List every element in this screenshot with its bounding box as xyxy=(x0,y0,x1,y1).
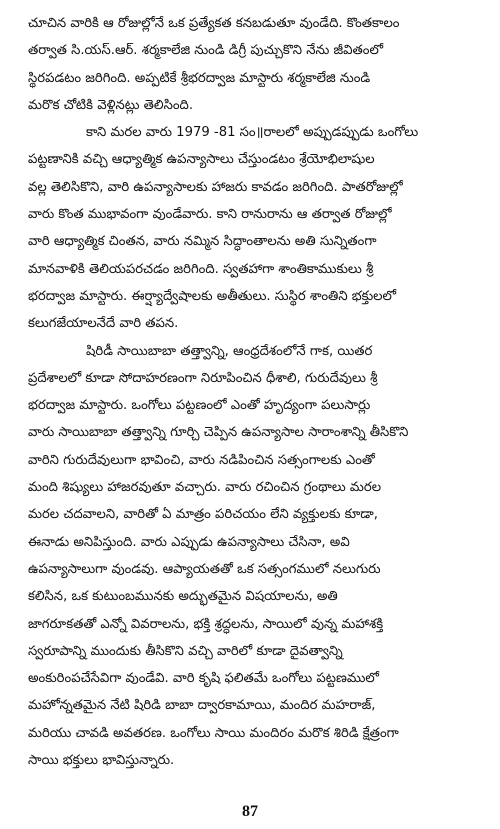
text-line: భరద్వాజ మాస్టారు. ఈర్ష్యాద్వేషాలకు అతీతులు. సుస్థిర శాంతిని భక్తులలో xyxy=(28,288,397,304)
text-line: వల్ల తెలిసికొని, వారి ఉపన్యాసాలకు హాజరు కావడం జరిగింది. పాతరోజుల్లో xyxy=(28,179,403,195)
text-line: కలుగజేయాలనేదే వారి తపన. xyxy=(28,316,179,332)
text-line: ప్రదేశాలలో కూడా సోదాహరణంగా నిరూపించిన ధీశాలి, గురుదేవులు శ్రీ xyxy=(28,370,378,386)
text-line: మంది శిష్యులు హాజరవుతూ వచ్చారు. వారు రచించిన గ్రంథాలు మరల xyxy=(28,480,382,496)
text-line: వారి ఆధ్యాత్మిక చింతన, వారు నమ్మిన సిద్ధాంతాలను అతి సున్నితంగా xyxy=(28,234,377,250)
text-line: జాగరూకతతో ఎన్నో వివరాలను, భక్తి శ్రద్ధలను, సాయిలో వున్న మహాశక్తి xyxy=(28,616,384,632)
text-line: వారిని గురుదేవులుగా భావించి, వారు నడిపించిన సత్సంగాలకు ఎంతో xyxy=(28,452,375,468)
body-text xyxy=(28,10,490,774)
paragraph-3 xyxy=(28,338,490,775)
text-line: స్వరూపాన్ని ముందుకు తీసికొని వచ్చి వారిలో కూడా దైవత్వాన్ని xyxy=(28,643,343,659)
paragraph-2 xyxy=(28,119,490,337)
text-line: కాని మరల వారు 1979 -81 సం॥రాలలో అప్పుడప్పుడు ఒంగోలు xyxy=(86,125,419,141)
text-line: అంకురింపచేసేవిగా వుండేవి. వారి కృషి ఫలితమే ఒంగోలు పట్టణములో xyxy=(28,671,379,687)
text-line: మానవాళికి తెలియపరచడం జరిగింది. స్వతహాగా శాంతికాముకులు శ్రీ xyxy=(28,261,374,277)
text-line: తర్వాత సి.యస్.ఆర్. శర్మకాలేజి నుండి డిగ్రీ పుచ్చుకొని నేను జీవితంలో xyxy=(28,43,384,59)
text-line: భరద్వాజ మాస్టారు. ఒంగోలు పట్టణంలో ఎంతో హృద్యంగా పలుసార్లు xyxy=(28,398,371,414)
text-line: మరల చదవాలని, వారితో ఏ మాత్రం పరిచయం లేని వ్యక్తులకు కూడా, xyxy=(28,507,378,523)
text-line: వారు కొంత ముభావంగా వుండేవారు. కాని రానురాను ఆ తర్వాత రోజుల్లో xyxy=(28,207,392,223)
text-line: స్థిరపడటం జరిగింది. అప్పటికే శ్రీభరద్వాజ మాస్టారు శర్మకాలేజి నుండి xyxy=(28,70,371,86)
text-line: చూచిన వారికి ఆ రోజుల్లోనే ఒక ప్రత్యేకత కనబడుతూ వుండేది. కొంతకాలం xyxy=(28,16,400,31)
text-line: మరియు చావడి అవతరణ. ఒంగోలు సాయి మందిరం మరొక శిరిడి క్షేత్రంగా xyxy=(28,725,399,741)
text-line: మహోన్నతమైన నేటి షిరిడి బాబా ద్వారకామాయి, మందిర మహరాజ్, xyxy=(28,698,376,714)
text-line: మరొక చోటికి వెళ్లినట్లు తెలిసింది. xyxy=(28,97,194,113)
text-line: కలిసిన, ఒక కుటుంబమునకు అద్భుతమైన విషయాలను, అతి xyxy=(28,589,338,605)
paragraph-1 xyxy=(28,10,490,119)
text-line: ఉపన్యాసాలుగా వుండవు. ఆప్యాయతతో ఒక సత్సంగములో నలుగురు xyxy=(28,561,381,577)
text-line: సాయి భక్తులు భావిస్తున్నారు. xyxy=(28,753,175,769)
text-line: పట్టణానికి వచ్చి ఆధ్యాత్మిక ఉపన్యాసాలు చేస్తుండటం శ్రేయోభిలాషుల xyxy=(28,152,375,168)
text-line: ఈనాడు అనిపిస్తుంది. వారు ఎప్పుడు ఉపన్యాసాలు చేసినా, అవి xyxy=(28,534,350,550)
text-line: వారు సాయిబాబా తత్త్వాన్ని గూర్చి చెప్పిన ఉపన్యాసాల సారాంశాన్ని తీసికొని xyxy=(28,425,409,441)
page-number: 87 xyxy=(242,803,258,820)
text-line: షిరిడీ సాయిబాబా తత్త్వాన్ని, ఆంధ్రదేశంలోనే గాక, యితర xyxy=(86,343,373,359)
